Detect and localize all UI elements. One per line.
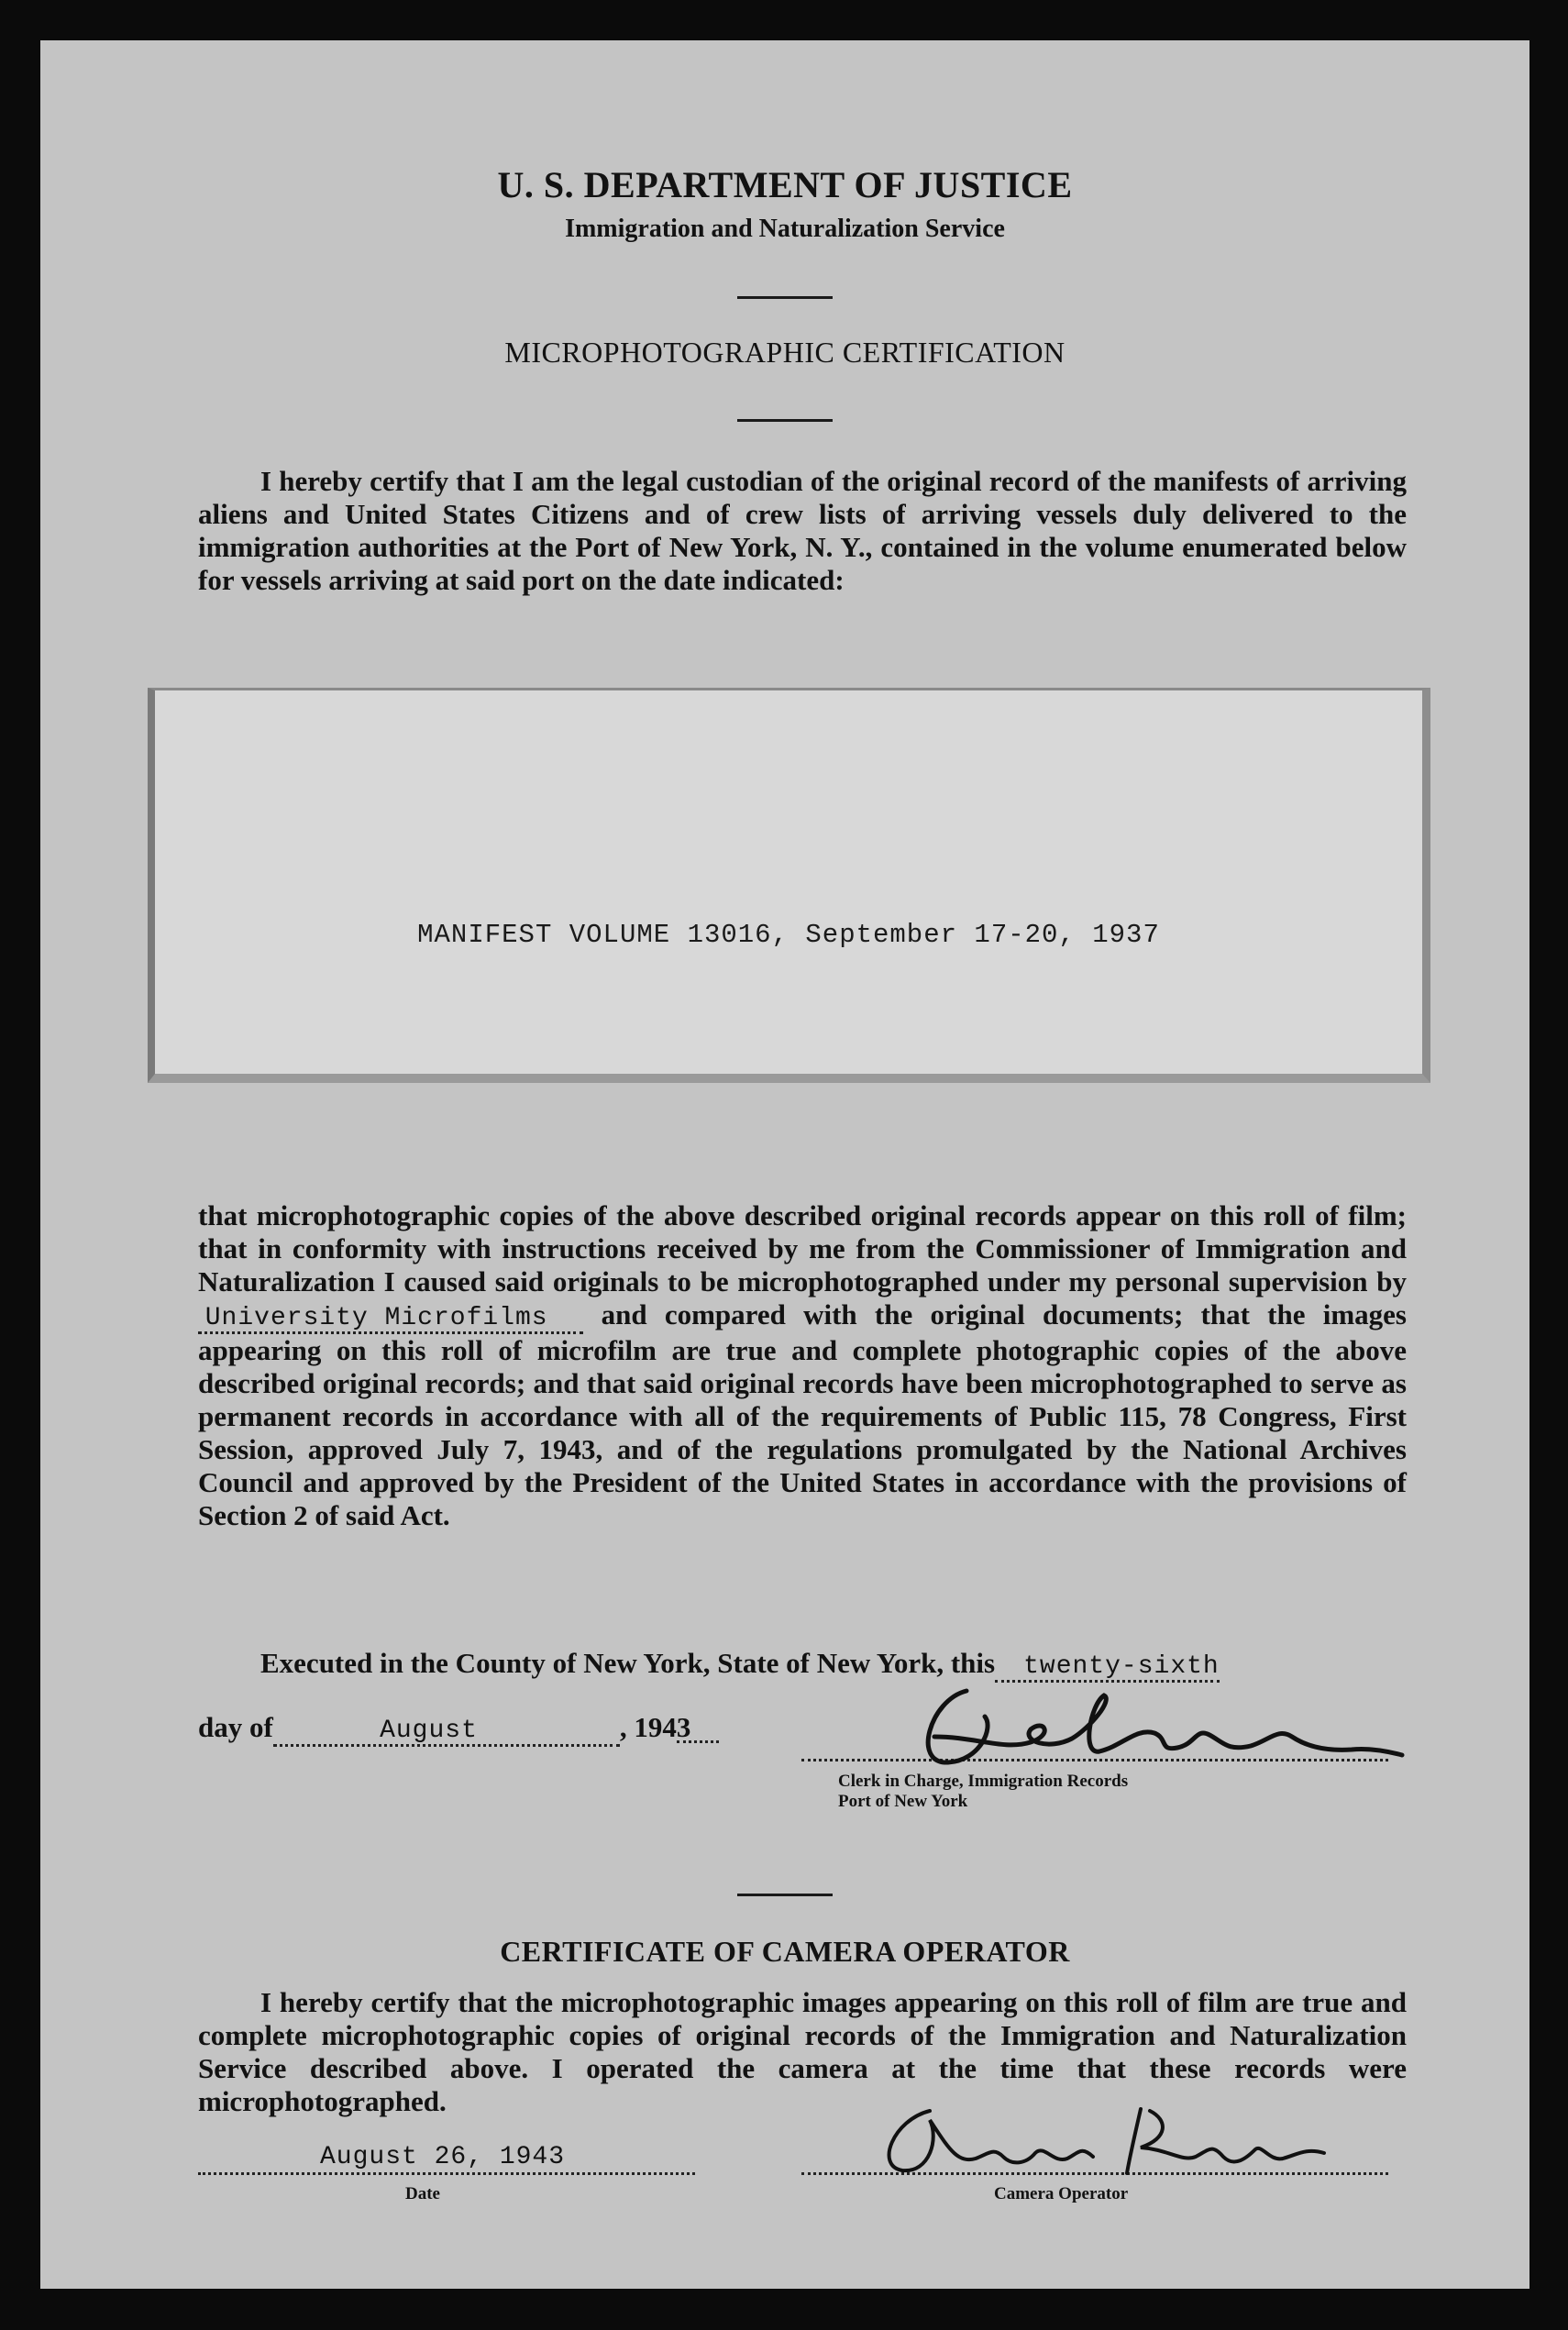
certification-opening: that microphotographic copies of the above described original records appear on this roll of film; that in conformity with instructions received by me from the Commissioner of Immigration and Naturalization I caused said originals to be microphotographed under my personal supervision by [198, 1199, 1407, 1298]
date-line [198, 2172, 695, 2175]
divider-rule [737, 1894, 833, 1896]
camera-certificate-body: I hereby certify that the microphotographic images appearing on this roll of film are true and complete microphotographic copies of original records of the Immigration and Naturalization Service described above. I operated the camera at the time that these records were microphotographed. [198, 1986, 1407, 2117]
photographed-by-field [198, 1302, 583, 1334]
certificate-sheet [40, 40, 1529, 2289]
clerk-title-line1: Clerk in Charge, Immigration Records [838, 1772, 1129, 1791]
certification-paragraph [198, 1199, 1407, 1532]
agency-heading: U. S. DEPARTMENT OF JUSTICE [497, 164, 1073, 205]
month-line [198, 1711, 719, 1747]
camera-certificate-title: CERTIFICATE OF CAMERA OPERATOR [500, 1935, 1070, 1968]
intro-paragraph: I hereby certify that I am the legal custodian of the original record of the manifests of arriving aliens and United States Citizens and of crew lists of arriving vessels duly delivered to the immigration authorities at the Port of New York, N. Y., contained in the volume enumerated below for vessels arriving at said port on the date indicated: [198, 465, 1407, 596]
divider-rule [737, 296, 833, 299]
clerk-title-line2: Port of New York [838, 1792, 968, 1811]
date-value: August 26, 1943 [320, 2143, 566, 2171]
clerk-signature [893, 1663, 1407, 1783]
divider-rule [737, 419, 833, 422]
certificate-title: MICROPHOTOGRAPHIC CERTIFICATION [504, 336, 1066, 369]
camera-operator-label: Camera Operator [994, 2184, 1129, 2203]
manifest-volume-text: MANIFEST VOLUME 13016, September 17-20, 1937 [417, 920, 1160, 950]
service-subheading: Immigration and Naturalization Service [565, 215, 1005, 243]
year-prefix: , 194 [619, 1711, 677, 1743]
execution-lead: Executed in the County of New York, State of New York, this [260, 1647, 996, 1679]
day-value: twenty-sixth [1023, 1652, 1220, 1681]
month-field [273, 1715, 620, 1747]
year-suffix: 3 [676, 1711, 691, 1743]
year-field [676, 1711, 720, 1743]
month-value: August [380, 1717, 478, 1745]
day-of-label: day of [198, 1711, 273, 1743]
operator-signature [866, 2093, 1342, 2184]
volume-slip [148, 688, 1430, 1083]
clerk-title [838, 1772, 1128, 1812]
certification-closing: and compared with the original documents; that the images appearing on this roll of microfilm are true and complete photographic copies of the above described original records; and that said original records have been microphotographed to serve as permanent records in accordance with all of the requirements of Public 115, 78 Congress, First Session, approved July 7, 1943, and of the regulations promulgated by the National Archives Council and approved by the President of the United States in accordance with the provisions of Section 2 of said Act. [198, 1298, 1407, 1531]
date-label: Date [405, 2184, 440, 2203]
photographed-by-value: University Microfilms [204, 1304, 548, 1332]
